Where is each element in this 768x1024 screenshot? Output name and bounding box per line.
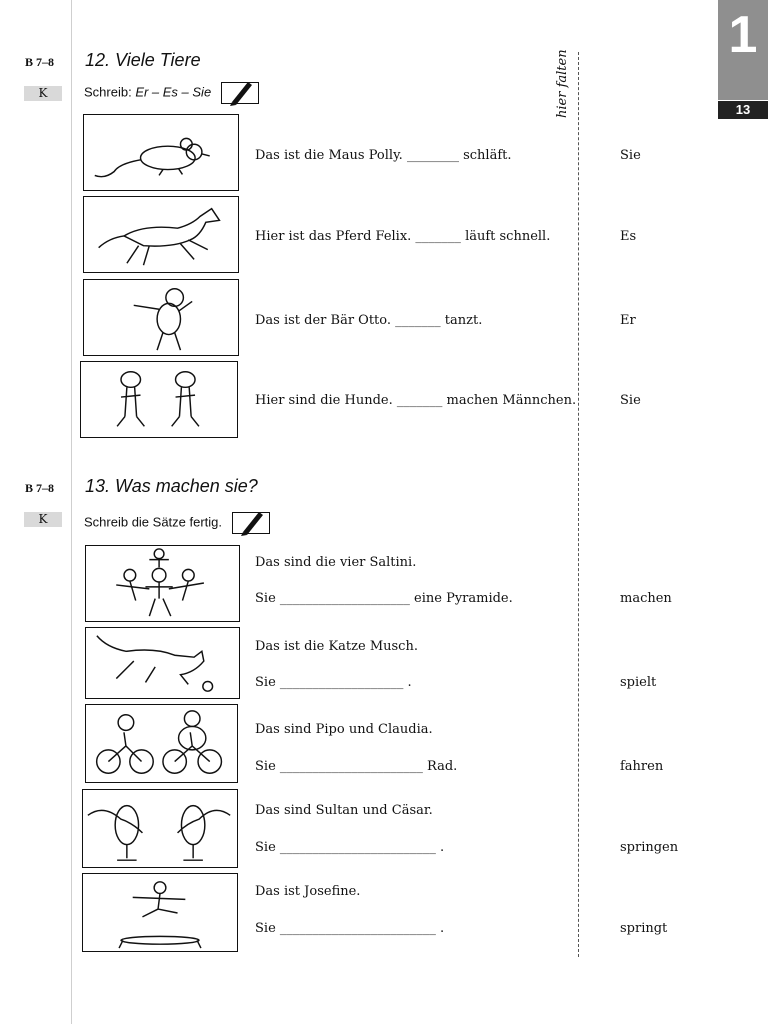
ex13-line2-1: Sie ____________________ eine Pyramide.	[255, 591, 513, 606]
ex13-answer-5: springt	[620, 921, 668, 936]
chapter-tab: 1	[718, 0, 768, 100]
picture-bear	[83, 279, 239, 356]
ex13-answer-1: machen	[620, 591, 672, 606]
ex13-answer-2: spielt	[620, 675, 657, 690]
picture-lions	[82, 789, 238, 868]
ex13-reference: B 7–8	[25, 481, 55, 495]
ex12-tag: K	[24, 86, 62, 101]
pencil-icon	[221, 82, 259, 104]
ex13-answer-4: springen	[620, 840, 679, 855]
ex12-sentence-3: Das ist der Bär Otto. _______ tanzt.	[255, 313, 483, 328]
ex13-instruction: Schreib die Sätze fertig.	[84, 512, 270, 534]
ex12-answer-4: Sie	[620, 393, 641, 408]
page-number: 13	[718, 101, 768, 119]
ex13-line1-1: Das sind die vier Saltini.	[255, 555, 417, 570]
ex12-answer-2: Es	[620, 229, 637, 244]
ex13-line1-2: Das ist die Katze Musch.	[255, 639, 418, 654]
ex12-sentence-1: Das ist die Maus Polly. ________ schläft.	[255, 148, 512, 163]
ex12-answer-1: Sie	[620, 148, 641, 163]
ex13-title: 13. Was machen sie?	[85, 476, 258, 496]
binding-margin-line	[71, 0, 72, 1024]
ex12-answer-3: Er	[620, 313, 636, 328]
ex13-line2-4: Sie ________________________ .	[255, 840, 445, 855]
ex13-answer-3: fahren	[620, 759, 664, 774]
ex12-instruction: Schreib: Er – Es – Sie	[84, 82, 259, 104]
ex12-title: 12. Viele Tiere	[85, 50, 201, 70]
ex13-line1-5: Das ist Josefine.	[255, 884, 361, 899]
picture-clowns	[85, 704, 238, 783]
ex13-tag: K	[24, 512, 62, 527]
ex13-line2-2: Sie ___________________ .	[255, 675, 412, 690]
fold-line	[578, 52, 579, 957]
pencil-icon	[232, 512, 270, 534]
ex13-line1-4: Das sind Sultan und Cäsar.	[255, 803, 433, 818]
picture-mouse	[83, 114, 239, 191]
picture-cat	[85, 627, 240, 699]
picture-dogs	[80, 361, 238, 438]
picture-trampoline	[82, 873, 238, 952]
ex12-sentence-2: Hier ist das Pferd Felix. _______ läuft schnell.	[255, 229, 551, 244]
picture-horse	[83, 196, 239, 273]
ex13-line2-3: Sie ______________________ Rad.	[255, 759, 458, 774]
fold-label: hier falten	[555, 49, 570, 118]
ex12-reference: B 7–8	[25, 55, 55, 69]
picture-acrobats	[85, 545, 240, 622]
ex12-sentence-4: Hier sind die Hunde. _______ machen Männchen.	[255, 393, 577, 408]
ex12-instruction-words: Er – Es – Sie	[135, 84, 212, 100]
ex13-line1-3: Das sind Pipo und Claudia.	[255, 722, 433, 737]
ex13-line2-5: Sie ________________________ .	[255, 921, 445, 936]
